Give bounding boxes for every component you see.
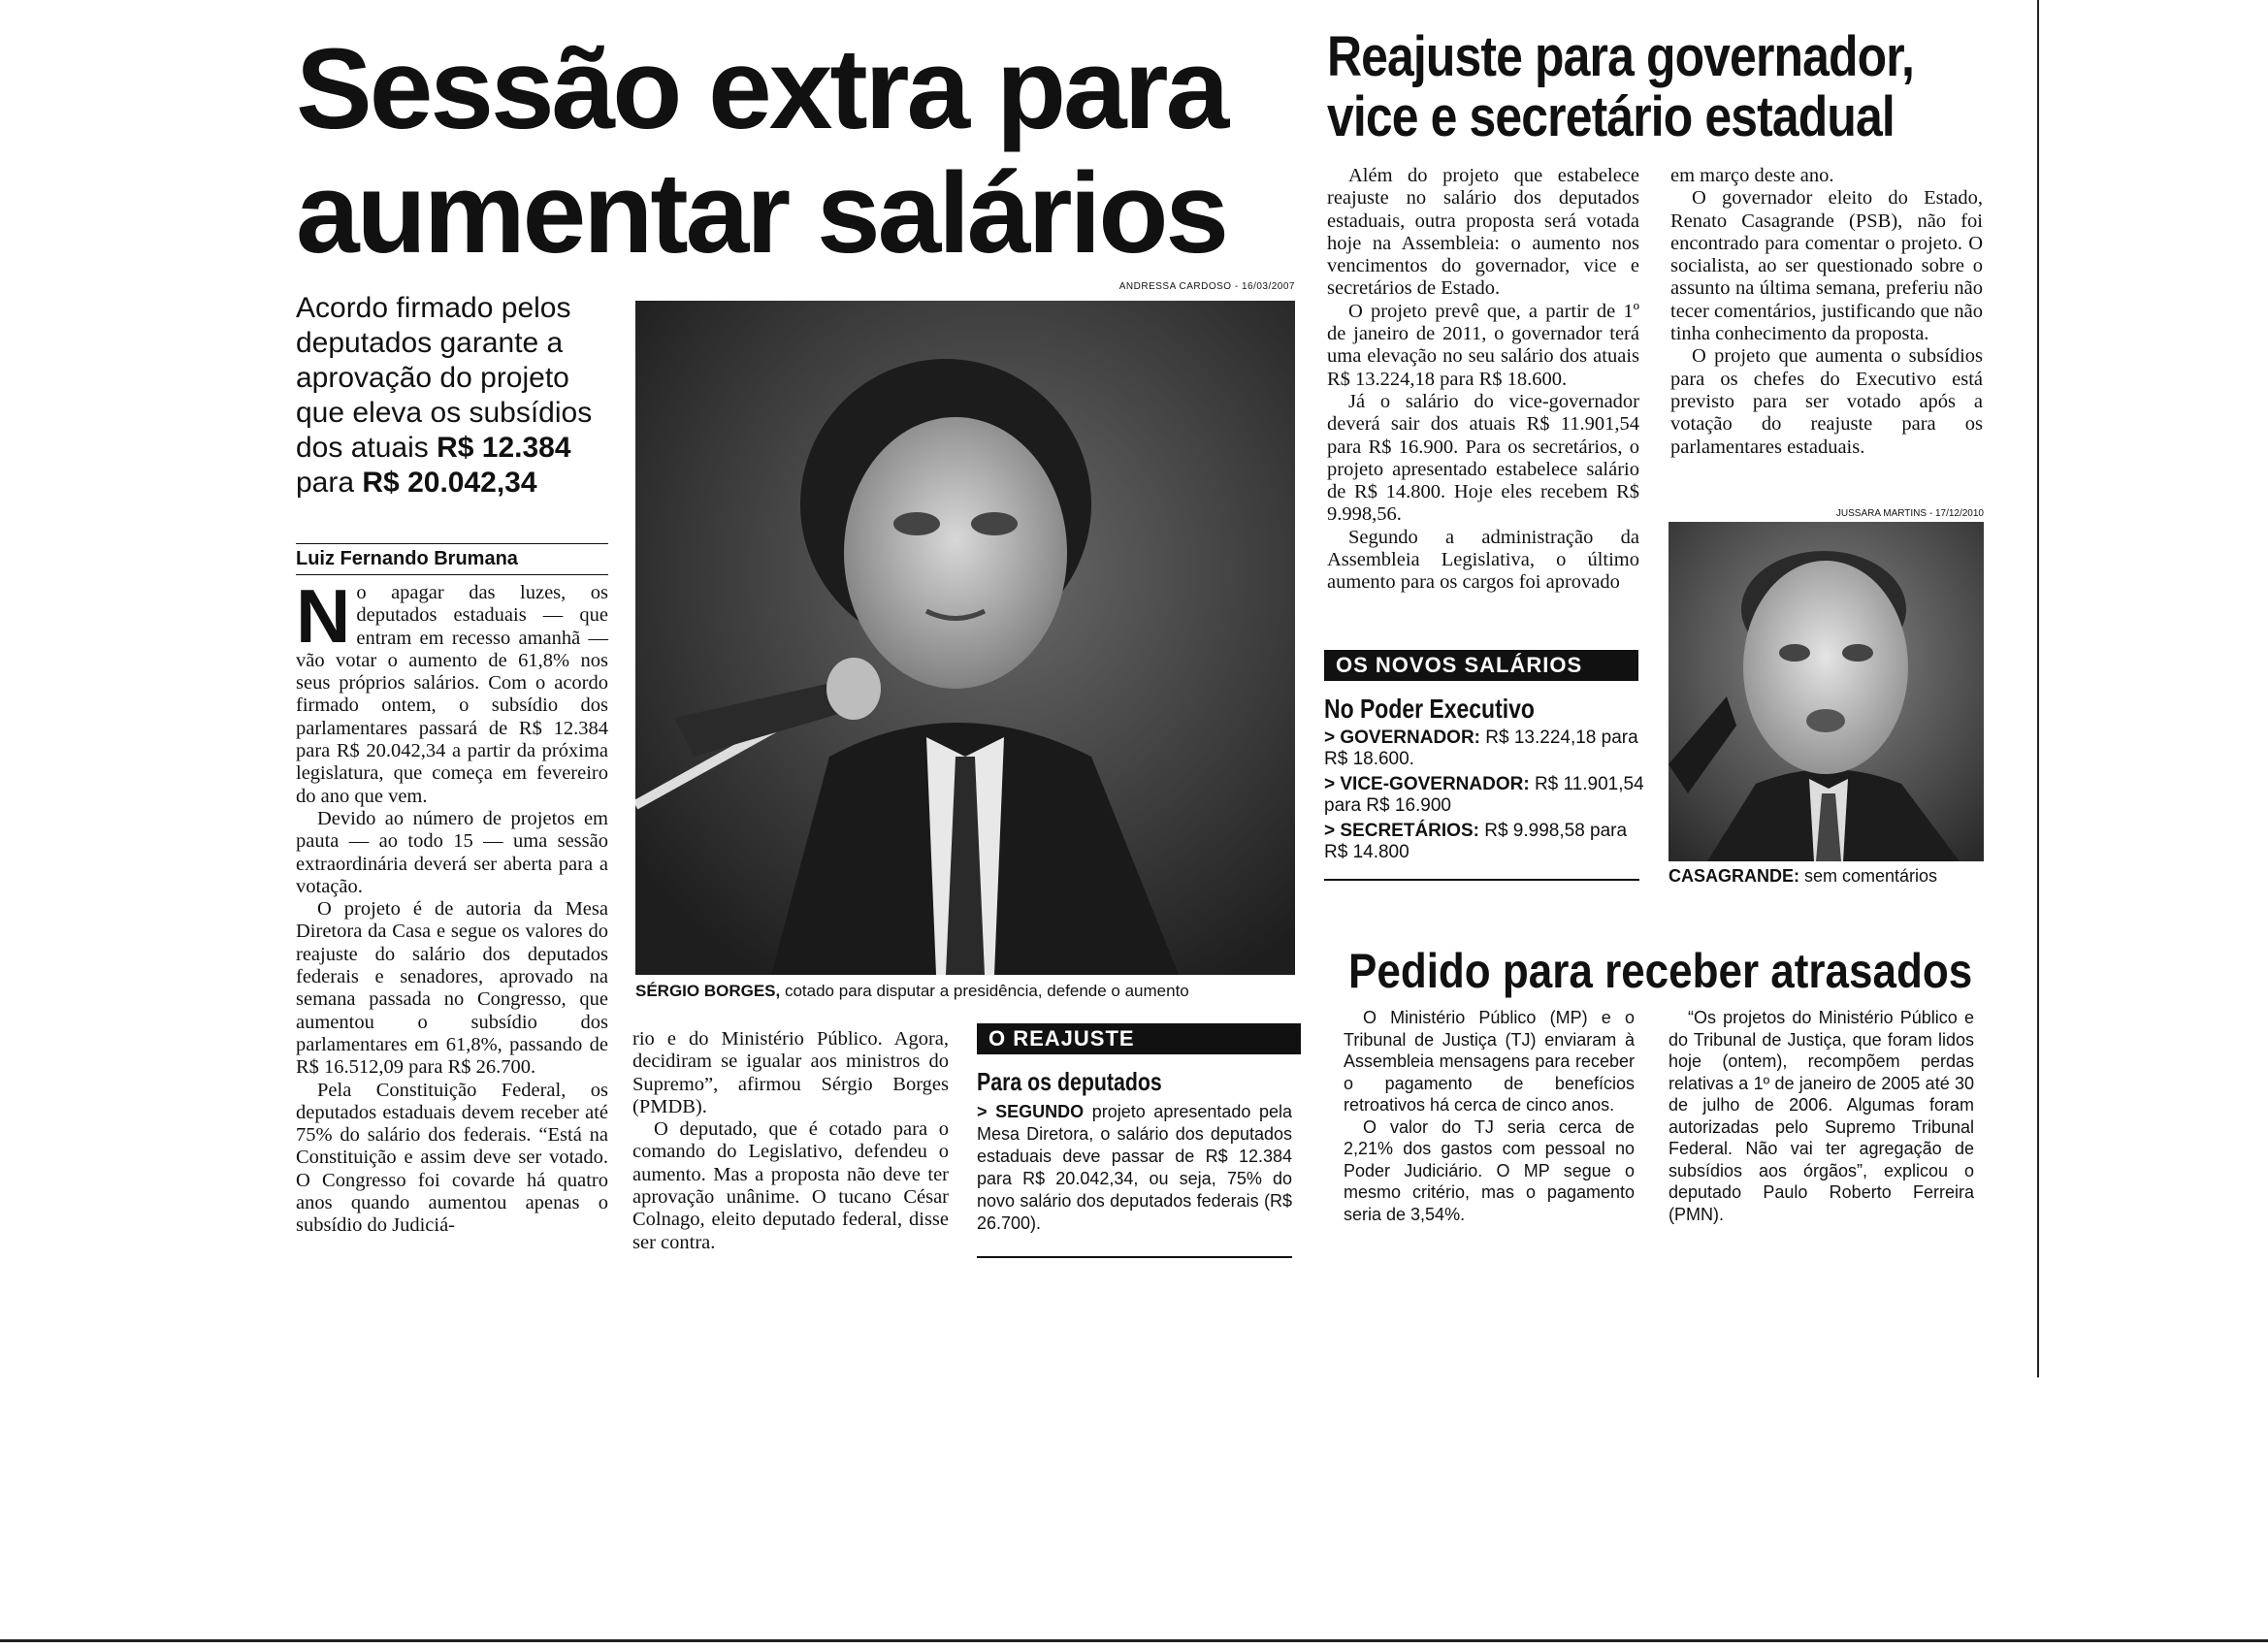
salarios-list	[1324, 728, 1644, 867]
subhead-old-value: R$ 12.384	[437, 432, 571, 464]
paragraph-1-text: o apagar das luzes, os deputados estaduais — que entram em recesso amanhã — vão votar o aumento de 61,8% nos seus próprios salários. Com o acordo firmado ontem, o subsídio dos parlamentares passará de R$ 12.384 para R$ 20.042,34 a partir da próxima legislatura, que começa em fevereiro do ano que vem.	[296, 582, 608, 807]
photo-caption	[635, 982, 1305, 1001]
salario-value: R$ 9.998,58 para R$ 14.800	[1324, 821, 1628, 862]
pedido-paragraph-1: O Ministério Público (MP) e o Tribunal de Justiça (TJ) enviaram à Assembleia mensagens para receber o pagamento de benefícios retroativos há cerca de cinco anos.	[1344, 1008, 1635, 1115]
drop-cap: N	[296, 573, 351, 659]
secondary-paragraph-4: Segundo a administração da Assembleia Legislativa, o último aumento para os cargos foi aprovado	[1327, 526, 1639, 594]
secondary-headline-line-2: vice e secretário estadual	[1327, 85, 1895, 148]
main-subhead	[296, 291, 606, 501]
salario-value: R$ 13.224,18 para R$ 18.600.	[1324, 728, 1638, 769]
photo-credit: ANDRESSA CARDOSO - 16/03/2007	[1118, 281, 1295, 292]
reajuste-lead: > SEGUNDO	[977, 1102, 1085, 1121]
caption-name: SÉRGIO BORGES,	[635, 982, 781, 1000]
portrait-illustration	[635, 301, 1295, 975]
salario-value: R$ 11.901,54 para R$ 16.900	[1324, 774, 1644, 816]
salarios-box-header: OS NOVOS SALÁRIOS	[1324, 650, 1638, 681]
main-headline: Sessão extra para aumentar salários	[296, 25, 1227, 277]
page-bottom-rule	[0, 1639, 2268, 1642]
salarios-item-secretarios	[1324, 821, 1644, 863]
secondary-paragraph-1: Além do projeto que estabelece reajuste no salário dos deputados estaduais, outra proposta será votada hoje na Assembleia: o aumento nos vencimentos do governador, vice e secretários de Estado.	[1327, 165, 1639, 300]
photo-credit-2: JUSSARA MARTINS - 17/12/2010	[1835, 508, 1984, 519]
subhead-new-value: R$ 20.042,34	[362, 467, 537, 499]
reajuste-box-text	[977, 1101, 1292, 1235]
salario-label: > GOVERNADOR:	[1324, 728, 1480, 748]
page-edge-rule	[2037, 0, 2039, 1377]
pedido-headline: Pedido para receber atrasados	[1348, 944, 1973, 998]
secondary-headline-line-1: Reajuste para governador,	[1327, 25, 1914, 88]
main-column-1	[296, 573, 608, 1238]
salarios-box-rule	[1324, 879, 1639, 881]
paragraph-1	[296, 573, 608, 808]
reajuste-box-rule	[977, 1256, 1292, 1258]
salario-label: > VICE-GOVERNADOR:	[1324, 774, 1530, 794]
salario-label: > SECRETÁRIOS:	[1324, 821, 1479, 841]
paragraph-6: O deputado, que é cotado para o comando do Legislativo, defendeu o aumento. Mas a proposta não deve ter aprovação unânime. O tucano César Colnago, eleito deputado federal, disse ser contra.	[632, 1118, 949, 1253]
secondary-headline	[1327, 27, 1928, 147]
main-column-2	[632, 1028, 949, 1254]
secondary-paragraph-5: em março deste ano.	[1670, 165, 1834, 186]
caption-text: cotado para disputar a presidência, defende o aumento	[780, 982, 1189, 1000]
reajuste-box-title: Para os deputados	[977, 1067, 1162, 1096]
paragraph-2: Devido ao número de projetos em pauta — ao todo 15 — uma sessão extraordinária deverá ser aberta para a votação.	[296, 807, 608, 897]
caption-text-2: sem comentários	[1799, 866, 1938, 886]
paragraph-4: Pela Constituição Federal, os deputados estaduais devem receber até 75% do salário dos federais. “Está na Constituição e assim deve ser votado. O Congresso foi covarde há quatro anos quando aumentou apenas o subsídio do Judiciá-	[296, 1079, 608, 1237]
pedido-paragraph-2: O valor do TJ seria cerca de 2,21% dos gastos com pessoal no Poder Judiciário. O MP segue o mesmo critério, mas o pagamento seria de 3,54%.	[1344, 1116, 1635, 1224]
subhead-connector: para	[296, 467, 355, 499]
caption-name-2: CASAGRANDE:	[1669, 866, 1799, 886]
pedido-column-1	[1344, 1007, 1635, 1225]
pedido-paragraph-3: “Os projetos do Ministério Público e do Tribunal de Justiça, que foram lidos hoje (ontem), recompõem perdas relativas a 1º de janeiro de 2005 até 30 de julho de 2006. Algumas foram autorizadas pelo Supremo Tribunal Federal. Não vai ter agregação de subsídios aos órgãos”, explicou o deputado Paulo Roberto Ferreira (PMN).	[1669, 1008, 1974, 1224]
paragraph-3: O projeto é de autoria da Mesa Diretora da Casa e segue os valores do reajuste do salário dos deputados federais e senadores, aprovado na semana passada no Congresso, que aumentou o subsídio dos parlamentares em 61,8%, passando de R$ 16.512,09 para R$ 26.700.	[296, 898, 608, 1079]
secondary-paragraph-3: Já o salário do vice-governador deverá sair dos atuais R$ 11.901,54 para R$ 16.900. Para os secretários, o projeto apresentado estabelece salário de R$ 14.800. Hoje eles recebem R$ 9.998,56.	[1327, 390, 1639, 526]
paragraph-5: rio e do Ministério Público. Agora, decidiram se igualar aos ministros do Supremo”, afirmou Sérgio Borges (PMDB).	[632, 1028, 949, 1117]
reajuste-body: projeto apresentado pela Mesa Diretora, o salário dos deputados estaduais deve passar de R$ 12.384 para R$ 20.042,34, ou seja, 75% do novo salário dos deputados federais (R$ 26.700).	[977, 1102, 1292, 1233]
photo-caption-2	[1669, 866, 1937, 887]
pedido-column-2	[1669, 1007, 1974, 1225]
secondary-column-2	[1670, 165, 1983, 459]
byline: Luiz Fernando Brumana	[296, 543, 608, 575]
salarios-item-vice	[1324, 774, 1644, 817]
subhead-text: Acordo firmado pelos deputados garante a aprovação do projeto que eleva os subsídios dos atuais	[296, 292, 593, 464]
salarios-item-governador	[1324, 728, 1644, 770]
photo-sergio-borges	[635, 301, 1295, 975]
secondary-column-1	[1327, 165, 1639, 595]
secondary-paragraph-6: O governador eleito do Estado, Renato Casagrande (PSB), não foi encontrado para comentar o projeto. O socialista, ao ser questionado sobre o assunto na última semana, preferiu não tecer comentários, justificando que não tinha conhecimento da proposta.	[1670, 187, 1983, 345]
salarios-box-title: No Poder Executivo	[1324, 694, 1535, 724]
secondary-paragraph-7: O projeto que aumenta o subsídios para os chefes do Executivo está previsto para ser votado após a votação do reajuste para os parlamentares estaduais.	[1670, 345, 1983, 458]
portrait-illustration-2	[1669, 522, 1984, 861]
reajuste-box-header: O REAJUSTE	[977, 1023, 1301, 1054]
secondary-paragraph-2: O projeto prevê que, a partir de 1º de janeiro de 2011, o governador terá uma elevação no seu salário dos atuais R$ 13.224,18 para R$ 18.600.	[1327, 300, 1639, 390]
photo-casagrande	[1669, 522, 1984, 861]
